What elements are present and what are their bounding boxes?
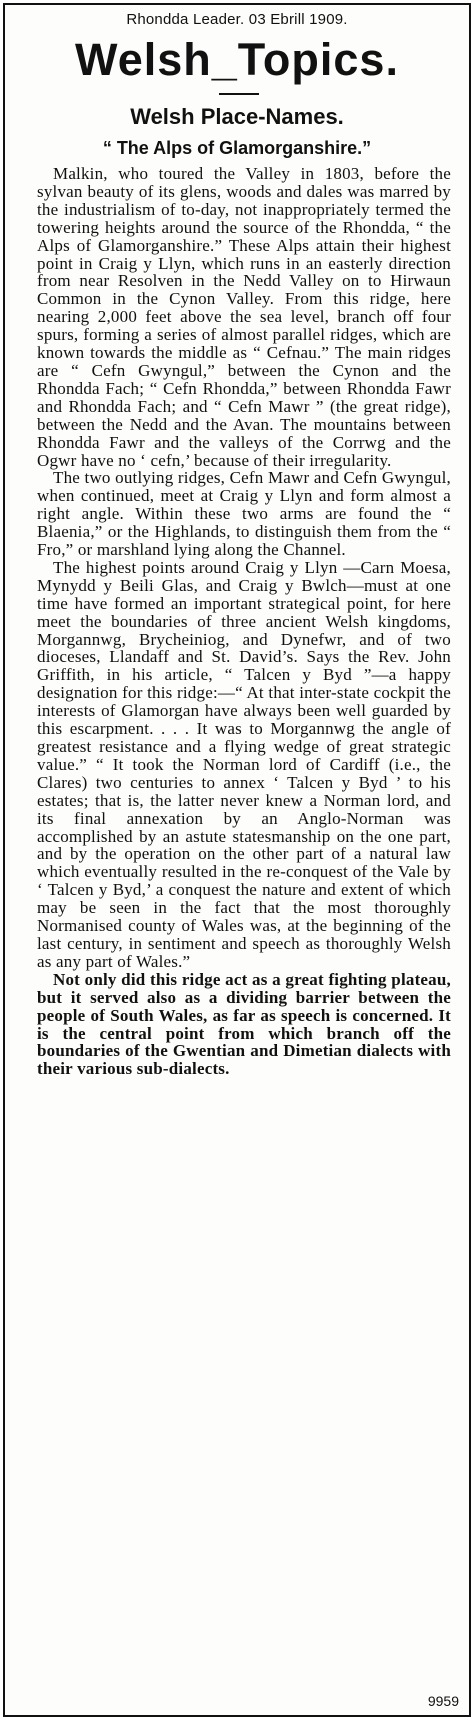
headline-rule	[219, 93, 259, 95]
subheading: Welsh Place-Names.	[130, 104, 344, 129]
article-paragraph: The highest points around Craig y Llyn —Carn Moesa, Mynydd y Beili Glas, and Craig y Bwlch—must at one time have formed an important strategical point, for here meet the boundaries of three ancient Welsh kingdoms, Morgannwg, Brycheiniog, and Dynefwr, and of two dioceses, Llandaff and St. David’s. Says the Rev. John Griffith, in his article, “ Talcen y Byd ”—a happy designation for this ridge:—“ At that inter-state cockpit the interests of Glamorgan have always been well guarded by this escarpment. . . . It was to Morgannwg the angle of greatest resistance and a flying wedge of great strategic value.” “ It took the Norman lord of Cardiff (i.e., the Clares) two centuries to annex ‘ Talcen y Byd ’ to his estates; that is, the latter never knew a Norman lord, and its final annexation by an Anglo-Norman was accomplished by an astute statesmanship on the one part, and by the operation on the other part of a natural law which eventually resulted in the re-conquest of the Vale by ‘ Talcen y Byd,’ a conquest the nature and extent of which may be seen in the fact that the most thoroughly Normanised county of Wales was, at the beginning of the last century, in sentiment and speech as thoroughly Welsh as any part of Wales.”	[37, 557, 451, 971]
article-body	[37, 165, 451, 1078]
headline: Welsh_Topics.	[75, 34, 399, 85]
article-paragraph: Malkin, who toured the Valley in 1803, before the sylvan beauty of its glens, woods and dales was marred by the industrialism of to-day, not inappropriately termed the towering heights around the source of the Rhondda, “ the Alps of Glamorganshire.” These Alps attain their highest point in Craig y Llyn, which runs in an easterly direction from near Resolven in the Nedd Valley on to Hirwaun Common in the Cynon Valley. From this ridge, here nearing 2,000 feet above the sea level, branch off four spurs, forming a series of almost parallel ridges, which are known towards the middle as “ Cefnau.” The main ridges are “ Cefn Gwyngul,” between the Cynon and the Rhondda Fach; “ Cefn Rhondda,” between Rhondda Fawr and Rhondda Fach; and “ Cefn Mawr ” (the great ridge), between the Nedd and the Avan. The mountains between Rhondda Fawr and the valleys of the Corrwg and the Ogwr have no ‘ cefn,’ because of their irregularity.	[37, 164, 451, 470]
reference-number: 9959	[427, 1693, 459, 1709]
article-paragraph: The two outlying ridges, Cefn Mawr and Cefn Gwyngul, when continued, meet at Craig y Llyn and form almost a right angle. Within these two arms are found the “ Blaenia,” or the Highlands, to distinguish them from the “ Fro,” or marshland lying along the Channel.	[37, 468, 451, 560]
section-heading: “ The Alps of Glamorganshire.”	[102, 138, 372, 158]
source-caption: Rhondda Leader. 03 Ebrill 1909.	[126, 11, 348, 28]
article-paragraph: Not only did this ridge act as a great fighting plateau, but it served also as a dividing barrier between the people of South Wales, as far as speech is concerned. It is the central point from which branch off the boundaries of the Gwentian and Dimetian dialects with their various sub-dialects.	[37, 969, 451, 1079]
newspaper-clipping	[3, 3, 471, 1717]
